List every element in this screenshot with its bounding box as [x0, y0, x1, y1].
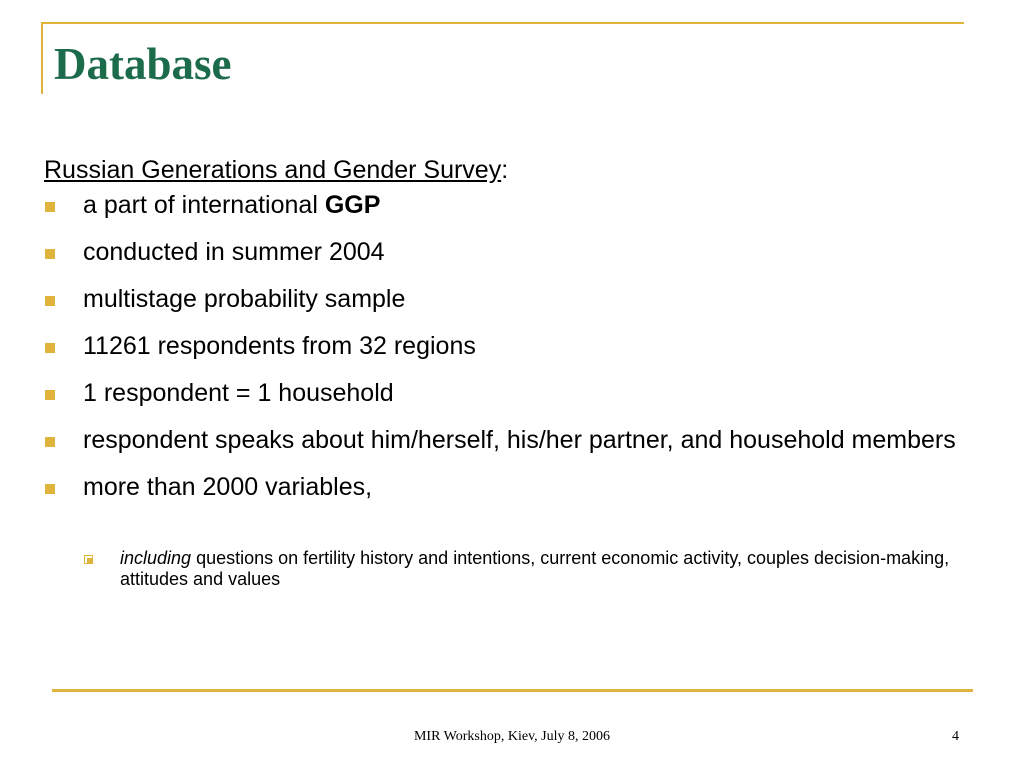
sub-bullet-italic-text: including [120, 548, 192, 568]
survey-name: Russian Generations and Gender Survey [44, 156, 502, 184]
page-number: 4 [952, 729, 959, 744]
square-bullet-icon [45, 390, 55, 400]
square-bullet-icon [45, 437, 55, 447]
bullet-text: more than 2000 variables, [83, 473, 373, 501]
footer-text: MIR Workshop, Kiev, July 8, 2006 [413, 729, 611, 744]
square-bullet-icon [45, 249, 55, 259]
sub-bullet-item [83, 548, 983, 590]
square-bullet-icon [45, 484, 55, 494]
frame-top-rule [41, 22, 964, 24]
square-bullet-icon [45, 202, 55, 212]
bullet-item [44, 238, 1004, 266]
bullet-text: a part of international [83, 191, 325, 219]
footer-rule [52, 689, 973, 692]
bullet-text: respondent speaks about him/herself, his/her partner, and household members [83, 426, 956, 454]
sub-bullet-list [83, 548, 983, 590]
bullet-text: multistage probability sample [83, 285, 406, 313]
bullet-item [44, 332, 1004, 360]
square-bullet-icon [45, 343, 55, 353]
bullet-item [44, 379, 1004, 407]
sub-bullet-text: questions on fertility history and intentions, current economic activity, couples decision-making, attitudes and values [120, 548, 950, 589]
bullet-list [44, 191, 1004, 520]
bullet-item [44, 473, 1004, 501]
bullet-text: 11261 respondents from 32 regions [83, 332, 476, 360]
bullet-text: 1 respondent = 1 household [83, 379, 394, 407]
intro-line [44, 154, 508, 186]
intro-colon: : [501, 156, 509, 184]
frame-left-rule [41, 22, 43, 94]
bullet-item [44, 191, 1004, 219]
bullet-item [44, 285, 1004, 313]
bullet-bold-text: GGP [324, 191, 381, 219]
bullet-item [44, 426, 1004, 454]
square-bullet-icon [45, 296, 55, 306]
slide-title: Database [54, 39, 232, 89]
hollow-square-bullet-icon [84, 555, 93, 564]
bullet-text: conducted in summer 2004 [83, 238, 385, 266]
